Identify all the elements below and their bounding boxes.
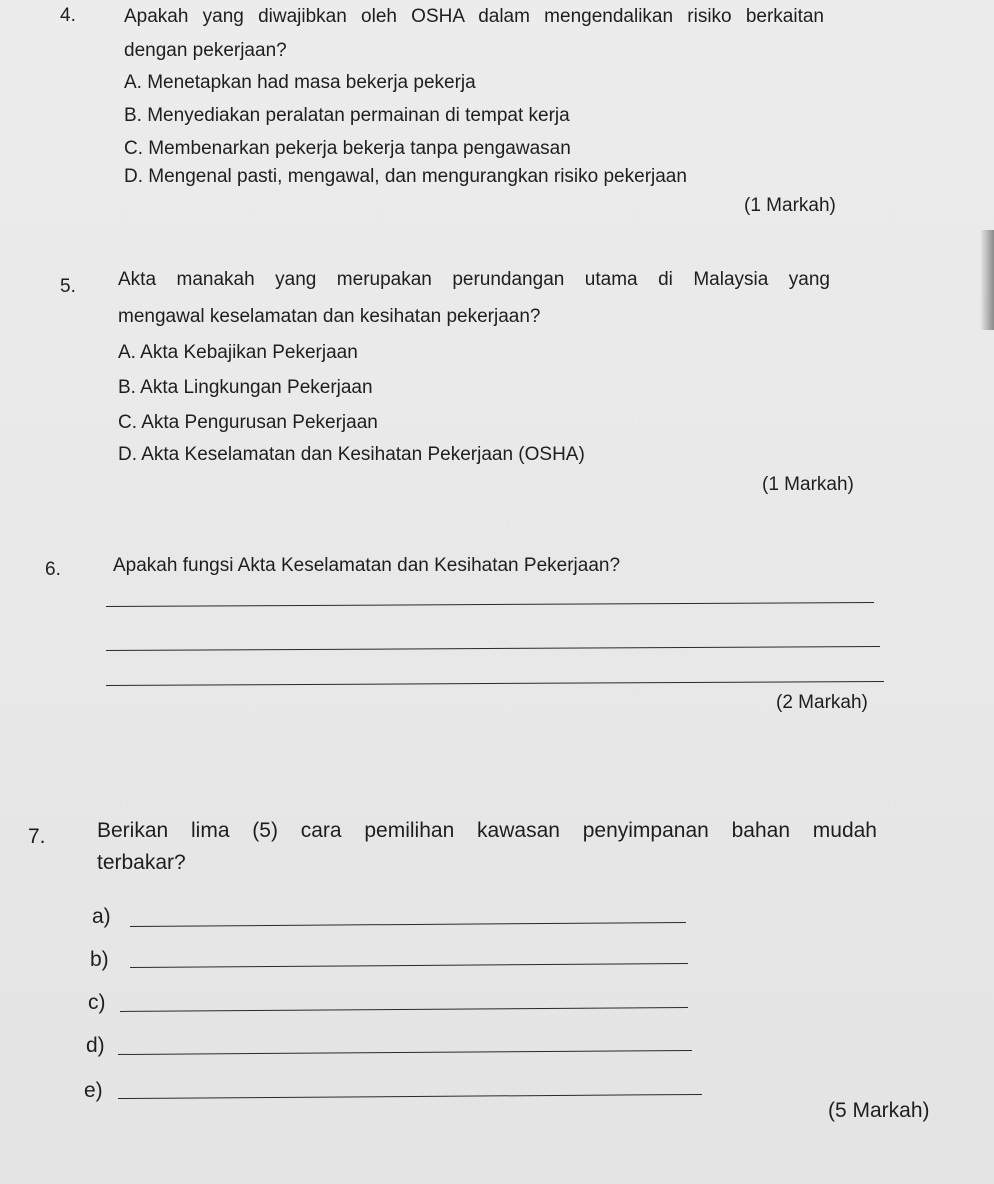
- question-7-answer-line-b[interactable]: [130, 963, 688, 968]
- question-5-number: 5.: [60, 276, 76, 297]
- question-4-option-d[interactable]: D. Mengenal pasti, mengawal, dan mengurangkan risiko pekerjaan: [124, 166, 687, 187]
- question-7-answer-label-c: c): [88, 991, 106, 1014]
- page-edge-shadow: [980, 230, 994, 330]
- question-4-number: 4.: [60, 5, 76, 26]
- question-7-answer-line-c[interactable]: [120, 1007, 688, 1012]
- question-4-option-b[interactable]: B. Menyediakan peralatan permainan di tempat kerja: [124, 105, 570, 126]
- question-4-stem-line2: dengan pekerjaan?: [124, 40, 287, 61]
- question-5-option-a[interactable]: A. Akta Kebajikan Pekerjaan: [118, 342, 358, 363]
- question-5-stem-line1: Akta manakah yang merupakan perundangan utama di Malaysia yang: [118, 269, 830, 290]
- question-5-option-d[interactable]: D. Akta Keselamatan dan Kesihatan Pekerjaan (OSHA): [118, 444, 585, 465]
- question-7-answer-label-a: a): [92, 905, 111, 928]
- question-6-stem: Apakah fungsi Akta Keselamatan dan Kesihatan Pekerjaan?: [113, 555, 621, 576]
- question-7-answer-label-d: d): [86, 1034, 105, 1057]
- question-7-answer-line-d[interactable]: [118, 1050, 692, 1055]
- question-7-answer-line-a[interactable]: [130, 922, 686, 927]
- question-4-option-c[interactable]: C. Membenarkan pekerja bekerja tanpa pengawasan: [124, 138, 571, 159]
- question-5-option-c[interactable]: C. Akta Pengurusan Pekerjaan: [118, 412, 378, 433]
- question-7-answer-label-b: b): [90, 948, 109, 971]
- question-6-answer-line-1[interactable]: [106, 602, 874, 607]
- question-7-marks: (5 Markah): [828, 1099, 930, 1122]
- question-4-stem-line1: Apakah yang diwajibkan oleh OSHA dalam mengendalikan risiko berkaitan: [124, 6, 824, 27]
- question-7-number: 7.: [28, 825, 46, 848]
- question-6-number: 6.: [45, 559, 61, 580]
- question-4-marks: (1 Markah): [744, 195, 836, 216]
- question-5-stem-line2: mengawal keselamatan dan kesihatan pekerjaan?: [118, 306, 541, 327]
- question-4-option-a[interactable]: A. Menetapkan had masa bekerja pekerja: [124, 72, 476, 93]
- question-5-marks: (1 Markah): [762, 474, 854, 495]
- question-7-answer-label-e: e): [84, 1079, 103, 1102]
- question-7-stem-line2: terbakar?: [97, 851, 186, 874]
- question-6-answer-line-2[interactable]: [106, 646, 880, 651]
- question-6-answer-line-3[interactable]: [106, 681, 884, 686]
- question-7-stem-line1: Berikan lima (5) cara pemilihan kawasan penyimpanan bahan mudah: [97, 819, 877, 842]
- question-6-marks: (2 Markah): [776, 692, 868, 713]
- question-7-answer-line-e[interactable]: [118, 1094, 702, 1099]
- question-5-option-b[interactable]: B. Akta Lingkungan Pekerjaan: [118, 377, 373, 398]
